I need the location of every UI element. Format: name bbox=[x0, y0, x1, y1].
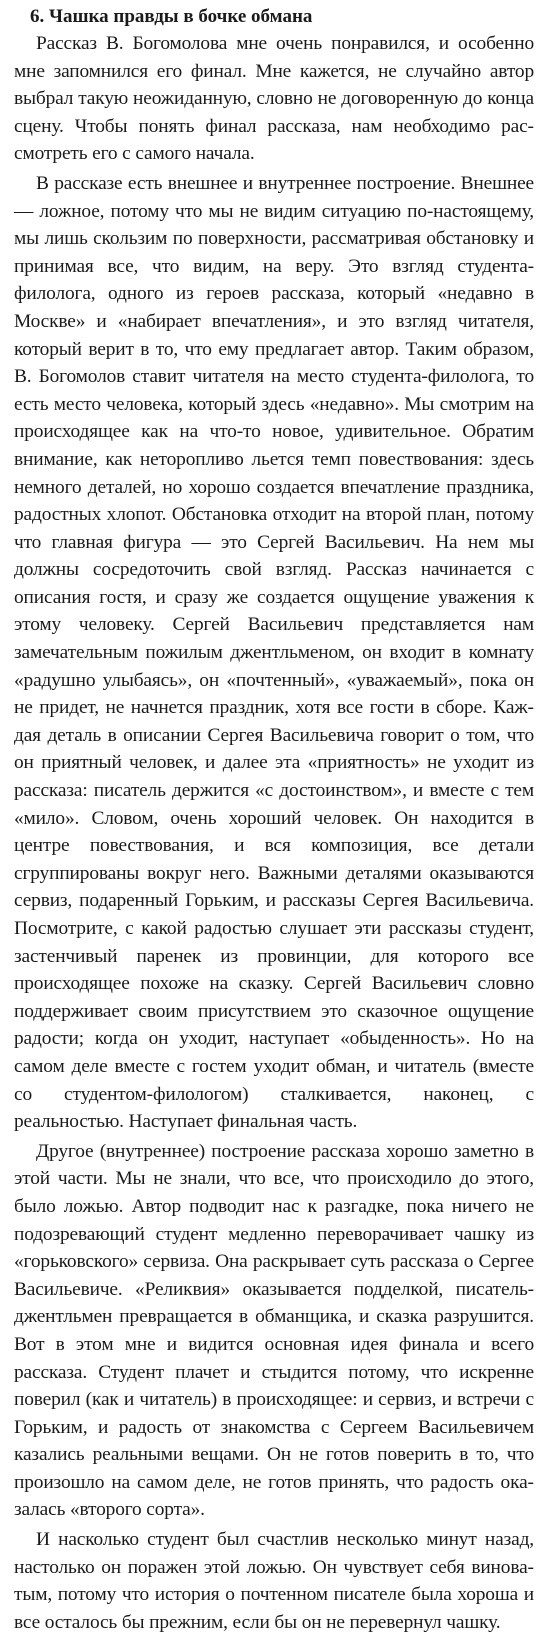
paragraph-4: И насколько студент был счастлив несколько минут назад, настолько он поражен этой ложью. Он чувствует себя виноватым, потому что история о почтенном писателе была хороша и все осталось бы прежним, если бы он не перевернул чашку. bbox=[14, 1529, 534, 1633]
paragraph-3: Другое (внутреннее) построение рассказа хорошо заметно в этой части. Мы не знали, что все, что происходило до этого, было ложью. Автор подводит нас к разгадке, пока ничего не подозревающий студент медленно переворачивает чашку из «горьковского» сервиза. Она раскрывает суть рассказа о Сергее Васильевиче. «Реликвия» оказывается подделкой, писатель-джентльмен превращается в обманщика, и сказка разрушится. Вот в этом мне и видится основная идея финала и всего рассказа. Студент плачет и стыдится потому, что искренне поверил (как и читатель) в происходящее: и сервиз, и встречи с Горьким, и радость от знакомства с Сергеем Васильевичем казались реальными вещами. Он не готов поверить в то, что произошло на самом деле, не готов принять, что радость оказалась «второго сорта». bbox=[14, 1140, 534, 1521]
document-title: 6. Чашка правды в бочке обмана bbox=[30, 6, 313, 27]
paragraph-2: В рассказе есть внешнее и внутреннее построение. Внешнее — ложное, потому что мы не видим ситуацию по-настоящему, мы лишь скользим по поверхности, рассматривая обстановку и принимая все, что видим, на веру. Это взгляд студента-филолога, одного из героев рассказа, который «недавно в Москве» и «набирает впечатления», и это взгляд читателя, который верит в то, что ему предлагает автор. Таким образом, В. Богомолов ставит читателя на место студента-филолога, то есть место человека, который здесь «недавно». Мы смотрим на происходящее как на что-то новое, удивительное. Обратим внимание, как неторопливо льется темп повествования: здесь немного деталей, но хорошо создается впечатление праздника, радостных хлопот. Обстановка отходит на второй план, потому что главная фигура — это Сергей Васильевич. На нем мы должны сосредоточить свой взгляд. Рассказ начинается с описания гостя, и сразу же создается ощущение уважения к этому человеку. Сергей Васильевич представляется нам замечательным пожилым джентльменом, он входит в комнату «радушно улыбаясь», он «почтенный», «уважаемый», пока он не придет, не начнется праздник, хотя все гости в сборе. Каждая деталь в описании Сергея Васильевича говорит о том, что он приятный человек, и далее эта «приятность» не уходит из рассказа: писатель держится «с достоинством», и вместе с тем «мило». Словом, очень хороший человек. Он находится в центре повествования, и вся композиция, все детали сгруппированы вокруг него. Важными деталями оказываются сервиз, подаренный Горьким, и рассказы Сергея Васильевича. Посмотрите, с какой радостью слушает эти рассказы студент, застенчивый паренек из провинции, для которого все происходящее похоже на сказку. Сергей Васильевич словно поддерживает своим присутствием это сказочное ощущение радости; когда он уходит, наступает «обыденность». Но на самом деле вместе с гостем уходит обман, и читатель (вместе со студентом-филологом) сталкивается, наконец, с реальностью. Наступает финальная часть. bbox=[14, 172, 534, 1133]
paragraph-1: Рассказ В. Богомолова мне очень понравился, и особенно мне запомнился его финал. Мне кажется, не случайно автор выбрал такую неожиданную, словно не договоренную до конца сцену. Чтобы понять финал рассказа, нам необходимо рассмотреть его с самого начала. bbox=[14, 33, 534, 165]
